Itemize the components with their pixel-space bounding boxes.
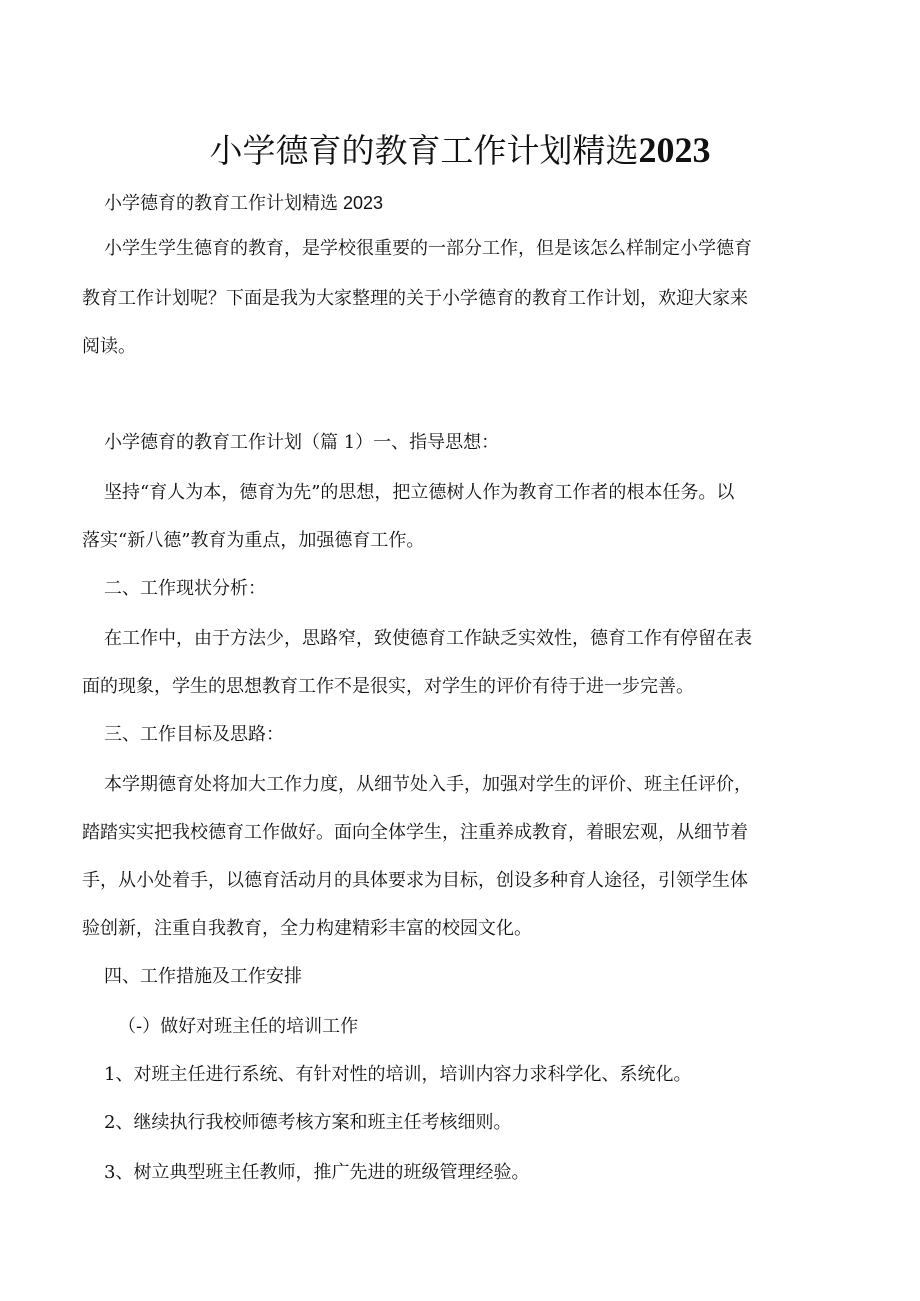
paragraph-line: 小学生学生德育的教育，是学校很重要的一部分工作，但是该怎么样制定小学德育 (104, 238, 752, 259)
document-title (0, 128, 920, 173)
list-item: 3、树立典型班主任教师，推广先进的班级管理经验。 (104, 1162, 530, 1183)
paragraph-line: 踏踏实实把我校德育工作做好。面向全体学生，注重养成教育，着眼宏观，从细节着 (82, 822, 748, 843)
paragraph-line: 手，从小处着手，以德育活动月的具体要求为目标，创设多种育人途径，引领学生体 (82, 870, 748, 891)
section-heading: 三、工作目标及思路： (104, 724, 284, 745)
paragraph-line: 坚持“育人为本，德育为先”的思想，把立德树人作为教育工作者的根本任务。以 (104, 482, 735, 503)
paragraph-line: 验创新，注重自我教育，全力构建精彩丰富的校园文化。 (82, 918, 532, 939)
section-heading: 四、工作措施及工作安排 (104, 966, 302, 987)
section-heading: 二、工作现状分析： (104, 578, 266, 599)
list-item: 1、对班主任进行系统、有针对性的培训，培训内容力求科学化、系统化。 (104, 1064, 692, 1085)
paragraph-line: 落实“新八德”教育为重点，加强德育工作。 (82, 530, 425, 551)
subsection-heading: （-）做好对班主任的培训工作 (118, 1016, 359, 1037)
list-item: 2、继续执行我校师德考核方案和班主任考核细则。 (104, 1112, 512, 1133)
subtitle-line: 小学德育的教育工作计划精选 2023 (104, 193, 384, 213)
document-title-year: 2023 (638, 130, 711, 170)
paragraph-line: 阅读。 (82, 336, 136, 357)
paragraph-line: 本学期德育处将加大工作力度，从细节处入手，加强对学生的评价、班主任评价， (104, 774, 752, 795)
document-title-text: 小学德育的教育工作计划精选 (209, 131, 639, 170)
paragraph-line: 在工作中，由于方法少，思路窄，致使德育工作缺乏实效性，德育工作有停留在表 (104, 628, 752, 649)
paragraph-line: 教育工作计划呢？下面是我为大家整理的关于小学德育的教育工作计划，欢迎大家来 (82, 288, 748, 309)
paragraph-line: 面的现象，学生的思想教育工作不是很实，对学生的评价有待于进一步完善。 (82, 676, 694, 697)
section-heading: 小学德育的教育工作计划（篇 1）一、指导思想： (104, 432, 500, 453)
